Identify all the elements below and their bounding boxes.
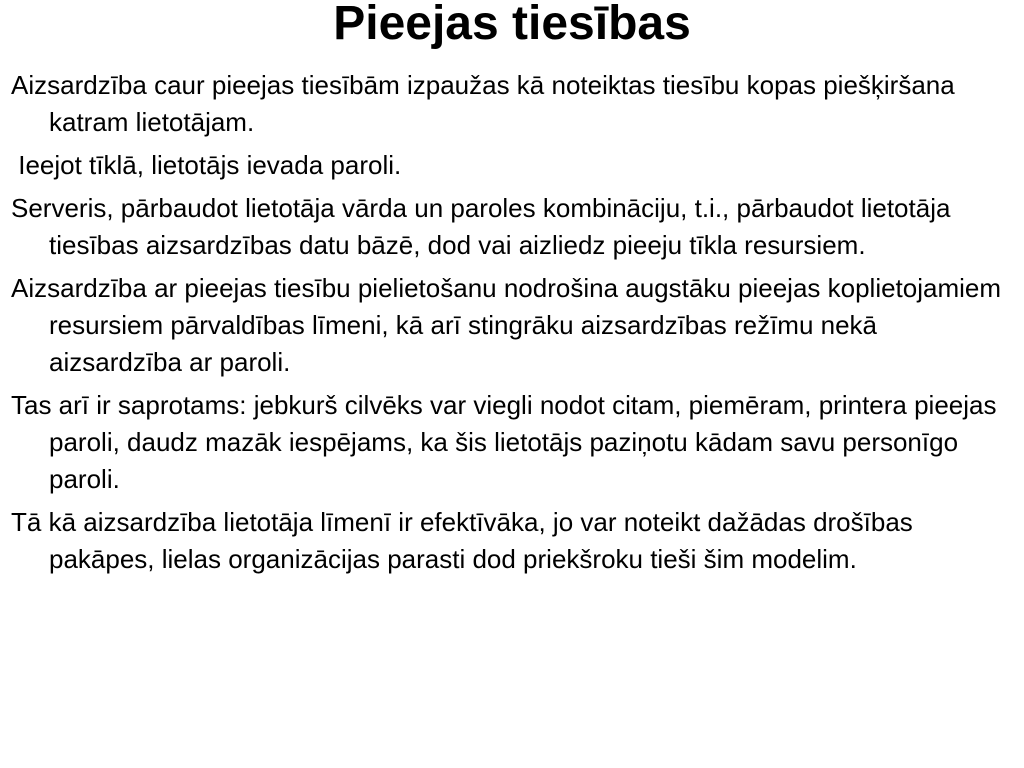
paragraph-1: Aizsardzība caur pieejas tiesībām izpaužas kā noteiktas tiesību kopas piešķiršana katram lietotājam. [11,70,955,137]
paragraph-2: Ieejot tīklā, lietotājs ievada paroli. [11,150,402,180]
paragraph-5: Tas arī ir saprotams: jebkurš cilvēks var viegli nodot citam, piemēram, printera pieejas paroli, daudz mazāk iespējams, ka šis lietotājs paziņotu kādam savu personīgo paroli. [11,390,997,494]
paragraph-4: Aizsardzība ar pieejas tiesību pielietošanu nodrošina augstāku pieejas koplietojamiem resursiem pārvaldības līmeni, kā arī stingrāku aizsardzības režīmu nekā aizsardzība ar paroli. [11,273,1002,377]
paragraph-3: Serveris, pārbaudot lietotāja vārda un paroles kombināciju, t.i., pārbaudot lietotāja tiesības aizsardzības datu bāzē, dod vai aizliedz pieeju tīkla resursiem. [11,193,951,260]
paragraph-6: Tā kā aizsardzība lietotāja līmenī ir efektīvāka, jo var noteikt dažādas drošības pakāpes, lielas organizācijas parasti dod priekšroku tieši šim modelim. [11,507,913,574]
slide-title: Pieejas tiesības [333,0,691,50]
slide-body-text [11,67,1011,584]
